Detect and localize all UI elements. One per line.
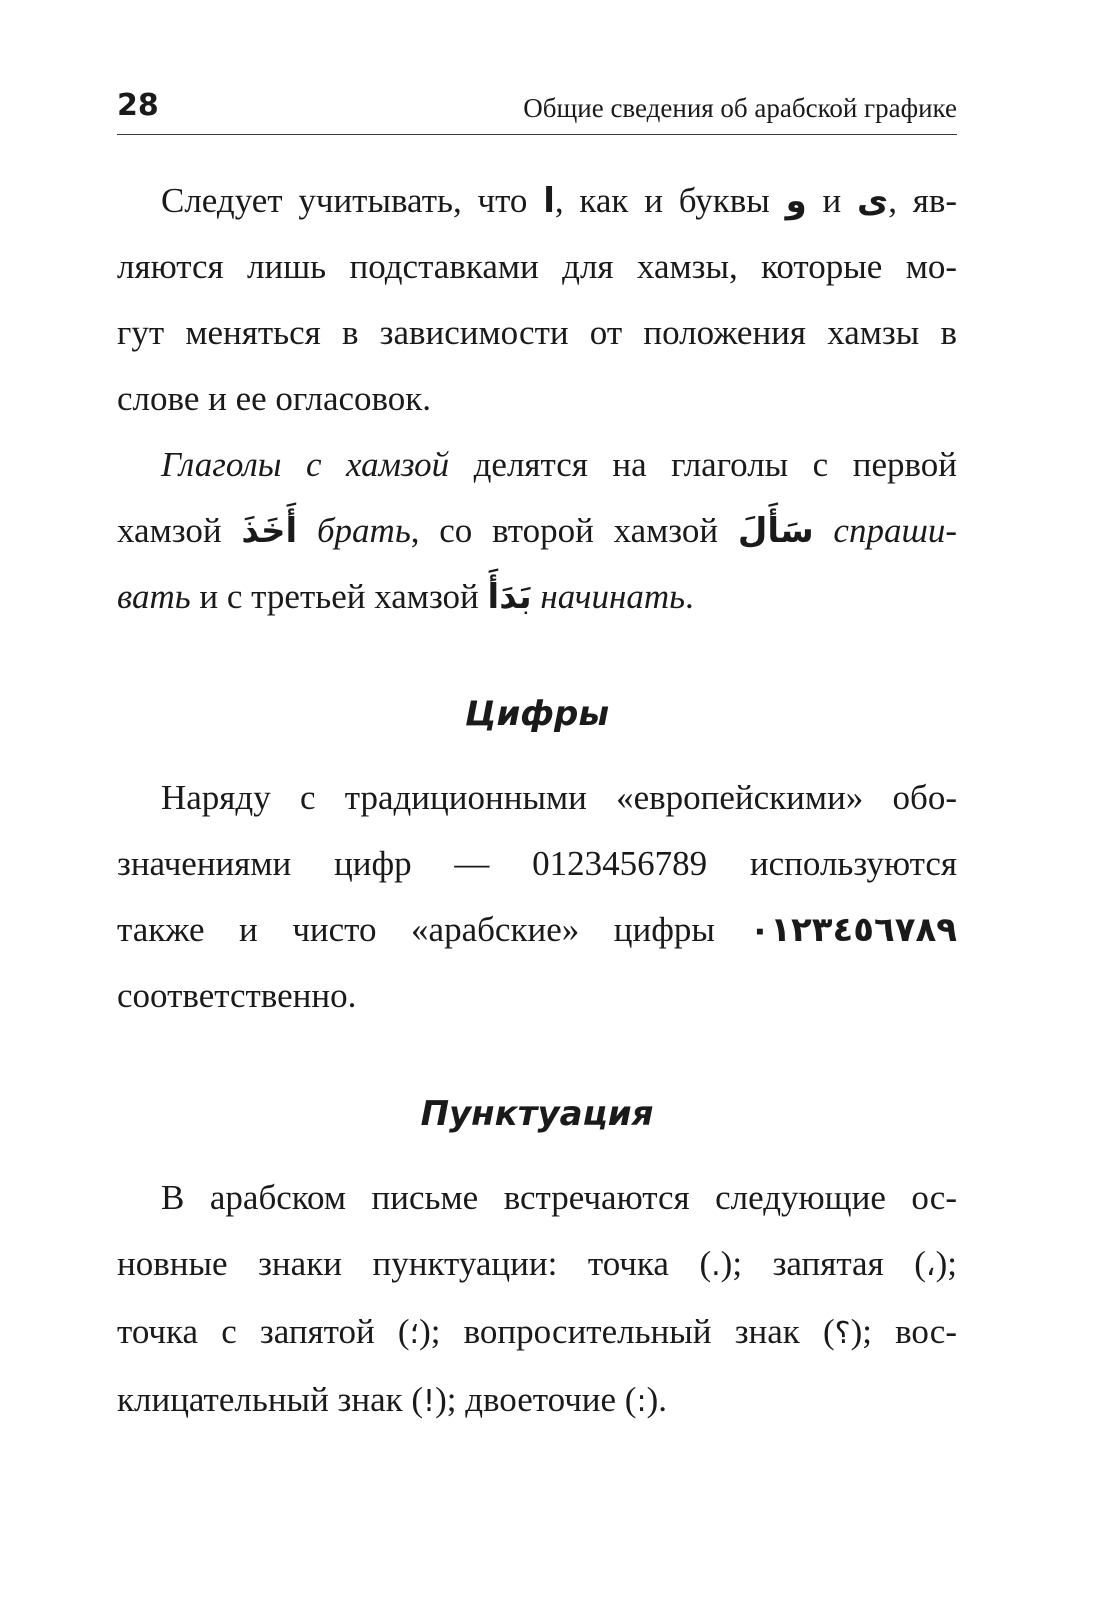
text-line: гут меняться в зависимости от положения хамзы в bbox=[117, 313, 957, 352]
text-run: новные знаки пунктуации: точка ( bbox=[117, 1244, 712, 1283]
arabic-colon-mark: : bbox=[636, 1384, 647, 1419]
text-run: , как и буквы bbox=[554, 181, 786, 220]
italic-term: Глаголы с хамзой bbox=[161, 445, 450, 484]
text-line: Наряду с традиционными «европейскими» обо- bbox=[161, 778, 957, 817]
text-line: соответственно. bbox=[117, 976, 357, 1015]
text-run: также и чисто «арабские» цифры bbox=[117, 910, 750, 949]
text-line bbox=[117, 168, 957, 234]
text-run: , со второй хамзой bbox=[410, 511, 738, 550]
text-run: и с третьей хамзой bbox=[190, 577, 488, 616]
paragraph-hamza-carriers bbox=[117, 168, 957, 432]
section-heading-punctuation: Пунктуация bbox=[420, 1094, 654, 1134]
text-line: значениями цифр — 0123456789 используются bbox=[117, 844, 957, 883]
text-run: Следует учитывать, что bbox=[161, 181, 544, 220]
text-run: . bbox=[685, 577, 694, 616]
text-line bbox=[117, 897, 957, 963]
text-line bbox=[117, 1367, 957, 1435]
arabic-period-mark: . bbox=[711, 1248, 721, 1283]
text-run: и bbox=[806, 181, 858, 220]
book-page bbox=[117, 0, 957, 1615]
arabic-comma-mark: ، bbox=[925, 1248, 936, 1283]
page-number: 28 bbox=[117, 88, 159, 123]
text-run: ). bbox=[646, 1380, 667, 1419]
italic-gloss: спраши- bbox=[833, 511, 958, 550]
italic-gloss: вать bbox=[117, 577, 191, 616]
arabic-word-badaa: بَدَأَ bbox=[487, 577, 532, 617]
italic-gloss: брать bbox=[316, 511, 411, 550]
running-title: Общие сведения об арабской графике bbox=[523, 93, 957, 123]
text-run: ); вос- bbox=[850, 1312, 957, 1351]
text-run: ); двоеточие ( bbox=[435, 1380, 637, 1419]
arabic-word-saala: سَأَلَ bbox=[737, 511, 814, 551]
arabic-semicolon-mark: ؛ bbox=[409, 1316, 420, 1351]
text-line: В арабском письме встречаются следующие ос- bbox=[161, 1178, 957, 1217]
arabic-ya: ى bbox=[857, 181, 889, 221]
text-run: ); запятая ( bbox=[720, 1244, 926, 1283]
italic-gloss: начинать bbox=[540, 577, 686, 616]
arabic-word-akhadha: أَخَذَ bbox=[241, 511, 298, 551]
text-run: делятся на глаголы с первой bbox=[449, 445, 957, 484]
arabic-question-mark: ؟ bbox=[834, 1316, 851, 1351]
text-run: клицательный знак ( bbox=[117, 1380, 424, 1419]
arabic-digits: ٠١٢٣٤٥٦٧٨٩ bbox=[749, 910, 957, 950]
arabic-alif: ا bbox=[543, 181, 555, 221]
text-run: ); вопросительный знак ( bbox=[419, 1312, 835, 1351]
section-heading-digits: Цифры bbox=[464, 694, 610, 734]
paragraph-digits bbox=[117, 765, 957, 1029]
text-line: ляются лишь подставками для хамзы, которые мо- bbox=[117, 247, 957, 286]
text-line: слове и ее огласовок. bbox=[117, 379, 432, 418]
text-line bbox=[117, 432, 957, 498]
text-line bbox=[117, 564, 957, 630]
text-line bbox=[117, 498, 957, 564]
running-header bbox=[117, 84, 957, 135]
text-line bbox=[117, 1299, 957, 1367]
paragraph-punctuation bbox=[117, 1165, 957, 1435]
text-line bbox=[117, 1231, 957, 1299]
text-run: хамзой bbox=[117, 511, 242, 550]
text-run: ); bbox=[935, 1244, 957, 1283]
arabic-waw: و bbox=[785, 181, 807, 221]
arabic-exclamation-mark: ! bbox=[423, 1384, 436, 1419]
paragraph-hamza-verbs bbox=[117, 432, 957, 630]
text-run: точка с запятой ( bbox=[117, 1312, 410, 1351]
text-run: , яв- bbox=[888, 181, 958, 220]
